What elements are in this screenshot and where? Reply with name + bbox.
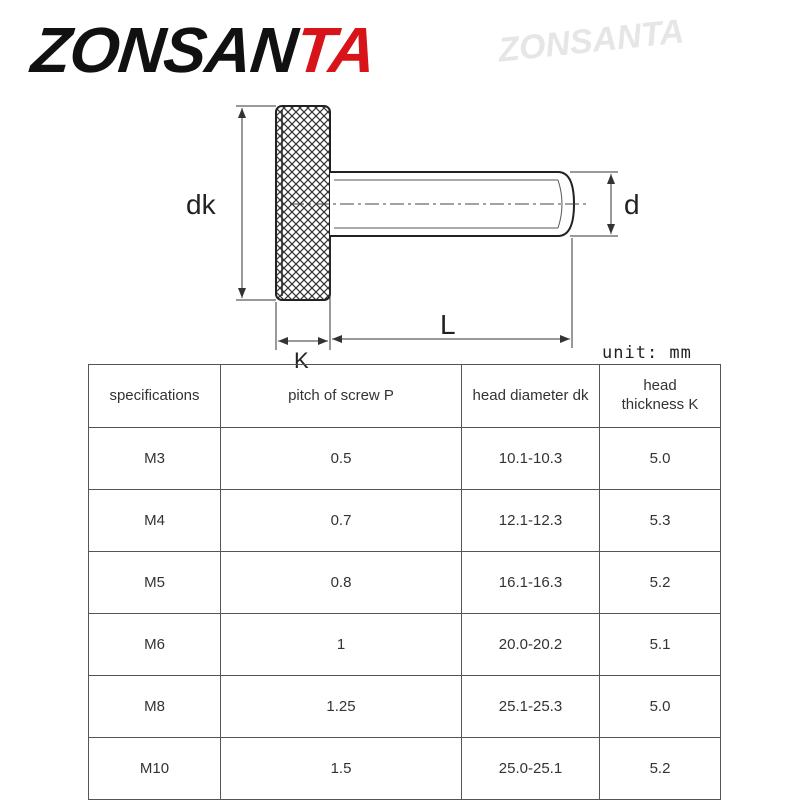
label-L: L (440, 309, 456, 340)
cell-head-thickness: 5.0 (600, 428, 721, 490)
screw-head (276, 106, 330, 300)
specification-table (88, 364, 721, 800)
cell-pitch: 0.8 (221, 552, 462, 614)
cell-pitch: 1 (221, 614, 462, 676)
dimension-K (276, 302, 330, 373)
header-head-diameter: head diameter dk (462, 365, 600, 428)
label-dk: dk (186, 189, 216, 220)
cell-pitch: 0.5 (221, 428, 462, 490)
table-row (89, 552, 721, 614)
cell-head-diameter: 12.1-12.3 (462, 490, 600, 552)
table-row (89, 490, 721, 552)
table-row (89, 676, 721, 738)
cell-head-diameter: 25.0-25.1 (462, 738, 600, 800)
header-head-thickness: head thickness K (600, 365, 721, 428)
cell-spec: M4 (89, 490, 221, 552)
watermark: ZONSANTA (496, 12, 686, 70)
logo-main-text: ZONSAN (28, 14, 301, 86)
cell-head-thickness: 5.0 (600, 676, 721, 738)
cell-spec: M10 (89, 738, 221, 800)
cell-head-thickness: 5.2 (600, 552, 721, 614)
cell-spec: M3 (89, 428, 221, 490)
label-K: K (294, 348, 309, 373)
cell-head-thickness: 5.2 (600, 738, 721, 800)
cell-head-diameter: 10.1-10.3 (462, 428, 600, 490)
cell-spec: M6 (89, 614, 221, 676)
header-pitch: pitch of screw P (221, 365, 462, 428)
dimension-d (570, 172, 640, 236)
label-d: d (624, 189, 640, 220)
cell-spec: M5 (89, 552, 221, 614)
cell-spec: M8 (89, 676, 221, 738)
unit-note: unit: mm (602, 343, 692, 363)
cell-head-diameter: 16.1-16.3 (462, 552, 600, 614)
table-row (89, 428, 721, 490)
logo-accent-text: TA (292, 14, 379, 86)
dimension-L (330, 238, 572, 348)
cell-pitch: 0.7 (221, 490, 462, 552)
dimension-dk (186, 106, 276, 300)
table-row (89, 614, 721, 676)
thumb-screw-diagram (0, 0, 800, 373)
cell-head-diameter: 20.0-20.2 (462, 614, 600, 676)
cell-head-thickness: 5.1 (600, 614, 721, 676)
cell-pitch: 1.25 (221, 676, 462, 738)
cell-pitch: 1.5 (221, 738, 462, 800)
header-specifications: specifications (89, 365, 221, 428)
table-header-row (89, 365, 721, 428)
cell-head-thickness: 5.3 (600, 490, 721, 552)
cell-head-diameter: 25.1-25.3 (462, 676, 600, 738)
screw-shaft (290, 172, 590, 236)
table-row (89, 738, 721, 800)
